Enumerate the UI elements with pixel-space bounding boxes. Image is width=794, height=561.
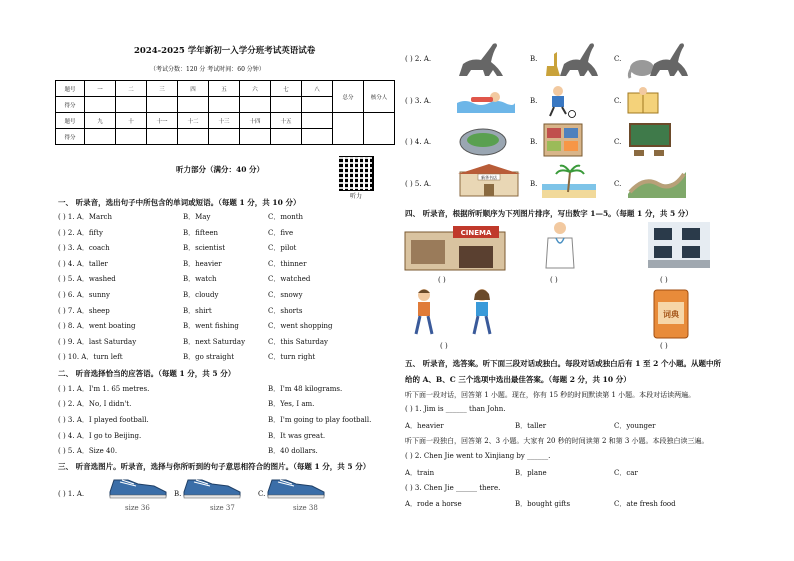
classroom-icon: [628, 122, 672, 158]
section-4-title: 四、 听录音，根据所听顺序为下列图片排序，写出数字 1—5。（每题 1 分，共 5 分）: [405, 209, 693, 218]
score-cell: 十: [116, 113, 147, 129]
dictionary-label: 词典: [663, 310, 679, 319]
option-c: C．pilot: [268, 244, 297, 252]
option-c: C．five: [268, 229, 294, 237]
dictionary-icon: [652, 288, 692, 340]
question-1-10: ( ) 10. A．turn left: [58, 353, 123, 361]
question-5-1: ( ) 1. Jim is ______ than John.: [405, 405, 506, 413]
answer-paren: ( ): [550, 276, 558, 284]
swimming-icon: [455, 85, 515, 113]
section-1-title: 一、 听录音，选出句子中所包含的单词或短语。（每题 1 分，共 10 分）: [58, 198, 301, 207]
question-2-4: ( ) 4. A．I go to Beijing.: [58, 432, 142, 440]
question-2-3: ( ) 3. A．I played football.: [58, 416, 149, 424]
option-b: B．40 dollars.: [268, 447, 318, 455]
question-1-9: ( ) 9. A．last Saturday: [58, 338, 137, 346]
section-5-title: 五、 听录音，选答案。听下面三段对话或独白。每段对话或独白后有 1 至 2 个小题。从题中所: [405, 359, 721, 368]
monologue-intro: 听下面一段独白，回答第 2、3 小题。大家有 20 秒的时间读第 2 和第 3 小题。本段独白读三遍。: [405, 437, 709, 445]
reading-icon: [626, 85, 660, 115]
option-b-label: B.: [530, 138, 538, 146]
option-b-label: B.: [530, 97, 538, 105]
option-a: A．train: [405, 469, 435, 477]
option-b: B．taller: [515, 422, 547, 430]
shoe-icon: [182, 474, 242, 500]
question-1-2: ( ) 2. A．fifty: [58, 229, 103, 237]
size-label: size 37: [210, 504, 235, 512]
score-cell: 一: [85, 81, 116, 97]
option-c: C．younger: [614, 422, 656, 430]
option-c-label: C.: [614, 180, 622, 188]
score-cell: 六: [240, 81, 271, 97]
great-wall-icon: [628, 164, 686, 198]
elephant-dinosaur-icon: [626, 40, 690, 80]
score-cell: 七: [271, 81, 302, 97]
dinosaur-icon: [455, 40, 505, 80]
shoe-icon: [108, 474, 168, 500]
option-b: B．shirt: [183, 307, 212, 315]
girl-running-icon: [468, 288, 496, 338]
section-2-title: 二、 听音选择恰当的应答语。（每题 1 分，共 5 分）: [58, 369, 236, 378]
score-cell: 十四: [240, 113, 271, 129]
option-b: B．heavier: [183, 260, 222, 268]
answer-paren: ( ): [660, 342, 668, 350]
score-cell: 九: [85, 113, 116, 129]
library-icon: [542, 122, 584, 158]
answer-paren: ( ): [438, 276, 446, 284]
cinema-icon: [405, 222, 505, 270]
option-b: B．I'm 48 kilograms.: [268, 385, 343, 393]
score-cell: 四: [178, 81, 209, 97]
question-2-1: ( ) 1. A．I'm 1. 65 metres.: [58, 385, 150, 393]
score-cell: 二: [116, 81, 147, 97]
size-label: size 38: [293, 504, 318, 512]
size-label: size 36: [125, 504, 150, 512]
score-label-cell: 得分: [56, 97, 85, 113]
option-b-label: B.: [174, 490, 182, 498]
score-label-cell: 得分: [56, 129, 85, 145]
question-3-1: ( ) 1. A.: [58, 490, 85, 498]
total-score-cell: 总分: [333, 81, 364, 113]
score-cell: 题号: [56, 113, 85, 129]
score-table: [55, 80, 395, 145]
option-b: B．plane: [515, 469, 547, 477]
question-1-1: ( ) 1. A．March: [58, 213, 112, 221]
question-3-3: ( ) 3. A.: [405, 97, 432, 105]
question-1-7: ( ) 7. A．sheep: [58, 307, 110, 315]
question-2-5: ( ) 5. A．Size 40.: [58, 447, 118, 455]
score-cell: 十三: [209, 113, 240, 129]
option-c: C．thinner: [268, 260, 307, 268]
option-b: B．scientist: [183, 244, 226, 252]
question-5-3: ( ) 3. Chen Jie ______ there.: [405, 484, 501, 492]
score-cell: 八: [302, 81, 333, 97]
question-1-6: ( ) 6. A．sunny: [58, 291, 110, 299]
option-c-label: C.: [614, 97, 622, 105]
option-b: B．Yes, I am.: [268, 400, 315, 408]
option-a: A．rode a horse: [405, 500, 462, 508]
question-5-2: ( ) 2. Chen Jie went to Xinjiang by ______.: [405, 452, 551, 460]
score-cell: 十二: [178, 113, 209, 129]
score-cell: 十一: [147, 113, 178, 129]
option-c: C．snowy: [268, 291, 303, 299]
option-b: B．May: [183, 213, 211, 221]
option-b: B．next Saturday: [183, 338, 246, 346]
computer-room-icon: [648, 222, 710, 268]
shoe-icon: [266, 474, 326, 500]
question-1-4: ( ) 4. A．taller: [58, 260, 108, 268]
option-c-label: C.: [614, 138, 622, 146]
option-a: A．heavier: [405, 422, 444, 430]
bookstore-sign: 新华书店: [481, 175, 497, 180]
football-boy-icon: [540, 84, 580, 118]
qr-label: 听力: [350, 193, 363, 200]
option-c: C．turn right: [268, 353, 316, 361]
answer-paren: ( ): [440, 342, 448, 350]
option-b: B．bought gifts: [515, 500, 571, 508]
option-c: C．month: [268, 213, 304, 221]
option-c-label: C.: [258, 490, 266, 498]
score-cell: 十五: [271, 113, 302, 129]
option-b: B．went fishing: [183, 322, 239, 330]
option-b: B．I'm going to play football.: [268, 416, 372, 424]
doctor-icon: [540, 220, 580, 270]
option-c: C．watched: [268, 275, 311, 283]
beach-icon: [542, 164, 596, 198]
option-b: B．fifteen: [183, 229, 219, 237]
score-cell: 题号: [56, 81, 85, 97]
page-title: 2024-2025 学年新初一入学分班考试英语试卷: [134, 46, 316, 56]
option-c: C．shorts: [268, 307, 303, 315]
option-c: C．ate fresh food: [614, 500, 676, 508]
question-1-8: ( ) 8. A．went boating: [58, 322, 136, 330]
question-1-3: ( ) 3. A．coach: [58, 244, 110, 252]
question-3-2: ( ) 2. A.: [405, 55, 432, 63]
stadium-icon: [458, 122, 508, 158]
boy-running-icon: [410, 288, 438, 338]
question-1-5: ( ) 5. A．washed: [58, 275, 116, 283]
dialogue-intro-1: 听下面一段对话，回答第 1 小题。现在，你有 15 秒的时间默读第 1 小题。本段对话读两遍。: [405, 391, 696, 399]
question-3-5: ( ) 5. A.: [405, 180, 432, 188]
listening-title: 听力部分（满分：40 分）: [176, 165, 265, 174]
bookstore-icon: [458, 164, 520, 198]
option-b-label: B.: [530, 55, 538, 63]
score-cell: 五: [209, 81, 240, 97]
option-b: B．watch: [183, 275, 217, 283]
score-cell: 三: [147, 81, 178, 97]
question-2-2: ( ) 2. A．No, I didn't.: [58, 400, 132, 408]
option-b: B．go straight: [183, 353, 235, 361]
option-c: C．this Saturday: [268, 338, 328, 346]
question-3-4: ( ) 4. A.: [405, 138, 432, 146]
answer-paren: ( ): [660, 276, 668, 284]
giraffe-dinosaur-icon: [540, 40, 600, 80]
cinema-sign: CINEMA: [460, 229, 492, 237]
option-c: C．car: [614, 469, 638, 477]
option-c: C．went shopping: [268, 322, 333, 330]
exam-meta: （考试分数：120 分 考试时间：60 分钟）: [150, 66, 265, 73]
option-b: B．It was great.: [268, 432, 326, 440]
option-c-label: C.: [614, 55, 622, 63]
section-5-title-cont: 给的 A、B、C 三个选项中选出最佳答案。（每题 2 分，共 10 分）: [405, 375, 631, 384]
grader-cell: 核分人: [364, 81, 395, 113]
option-b: B．cloudy: [183, 291, 219, 299]
section-3-title: 三、 听音选图片。听录音，选择与你所听到的句子意思相符合的图片。（每题 1 分，共 5 分）: [58, 462, 371, 471]
option-b-label: B.: [530, 180, 538, 188]
